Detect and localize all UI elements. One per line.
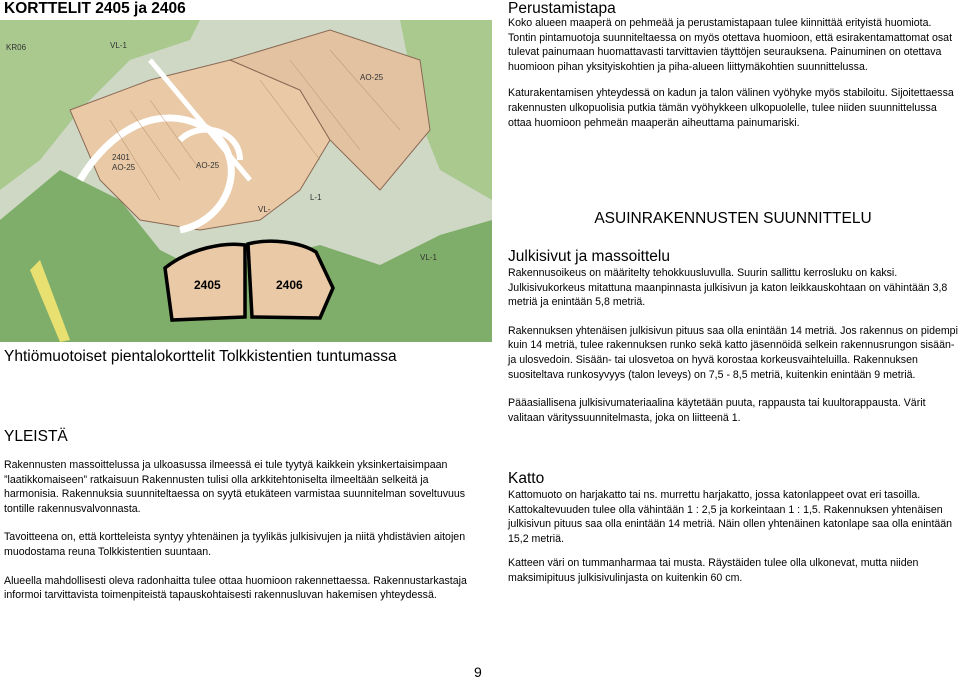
zone-label: L-1 <box>310 193 322 202</box>
paragraph: Katteen väri on tummanharmaa tai musta. Räystäiden tulee olla ulkonevat, mutta niiden maksimipituus julkisivulinjasta on kuitenkin 60 cm. <box>508 557 919 584</box>
zone-label: AO-25 <box>196 161 220 170</box>
block-2406-label: 2406 <box>276 278 303 292</box>
block-2405-label: 2405 <box>194 278 221 292</box>
paragraph: Koko alueen maaperä on pehmeää ja perustamistapaan tulee kiinnittää erityistä huomiota. Tontin pintamuotoja suunniteltaessa on myös otettava huomioon, että esirakentamattomat osat tulevat painumaan huomattavasti tarvittavien täyttöjen seurauksena. Painuminen on otettava huomioon pihan yksityiskohtien ja piha-alueen liittymäkohtien suunnittelussa. <box>508 17 953 73</box>
section-title: ASUINRAKENNUSTEN SUUNNITTELU <box>594 210 872 227</box>
zone-label: 2401 <box>112 153 130 162</box>
heading-perustamistapa: Perustamistapa <box>508 0 616 17</box>
katto-body <box>508 488 958 586</box>
paragraph: Rakennuksen yhtenäisen julkisivun pituus saa olla enintään 14 metriä. Jos rakennus on pidempi kuin 14 metriä, tulee rakennuksen runko sekä katto jäsennöidä selkein rakennusrungon sisään- ja ulosvedoin. Sisään- tai ulosvetoa on hyvä korostaa korkeusvaihteluilla. Rakennuksen suositeltava runkosyvyys (talon leveys) on 7,5 - 8,5 metriä, kuitenkin enintään 9 metriä. <box>508 324 958 381</box>
perustamistapa-body <box>508 16 958 130</box>
zone-label: KR06 <box>6 43 27 52</box>
zone-label: VL-1 <box>420 253 437 262</box>
paragraph: Alueella mahdollisesti oleva radonhaitta tulee ottaa huomioon rakennettaessa. Rakennustarkastaja informoi tarvittavista toimenpiteistä tapauskohtaisesti rakennusluvan hakemisen yhteydessä. <box>4 574 467 602</box>
zone-label: VL- <box>258 205 271 214</box>
julkisivut-body <box>508 266 958 425</box>
paragraph: Katurakentamisen yhteydessä on kadun ja talon välinen vyöhyke myös stabiloitu. Sijoitettaessa rakennusten ulkopuolisia putkia tämän vyöhykkeen ulkopuolelle, tulee niiden suunnittelussa ottaa huomioon pehmeän maaperän aiheuttama painumariski. <box>508 87 954 129</box>
paragraph: Pääasiallisena julkisivumateriaalina käytetään puuta, rappausta tai kuultorappausta. Värit valitaan värityssuunnitelmasta, joka on liitteenä 1. <box>508 397 926 424</box>
page-number: 9 <box>474 664 482 680</box>
paragraph: Rakennusten massoittelussa ja ulkoasussa ilmeessä ei tule tyytyä kaikkein yksinkertaisimpaan ”laatikkomaiseen” ratkaisuun Rakennusten tulisi olla arkkitehtoniselta ilmeeltään selkeitä ja harmonisia. Rakennuksia suunniteltaessa on syytä etukäteen varmistaa suunnitelman soveltuvuus tontille rakennusvalvonnasta. <box>4 459 466 515</box>
zone-label: AO-25 <box>360 73 384 82</box>
paragraph: Tavoitteena on, että kortteleista syntyy yhtenäinen ja tyylikäs julkisivujen ja niitä yhdistävien aitojen muodostama reuna Tolkkistentien suuntaan. <box>4 531 466 558</box>
zone-label: VL-1 <box>110 41 127 50</box>
zone-label: AO-25 <box>112 163 136 172</box>
heading-katto: Katto <box>508 470 545 487</box>
heading-yleista: YLEISTÄ <box>4 428 68 445</box>
zoning-map-svg <box>0 20 492 342</box>
heading-julkisivut: Julkisivut ja massoittelu <box>508 248 670 265</box>
left-subtitle: Yhtiömuotoiset pientalokorttelit Tolkkistentien tuntumassa <box>4 348 397 365</box>
zoning-map <box>0 20 492 342</box>
page-title: KORTTELIT 2405 ja 2406 <box>4 0 186 17</box>
left-body <box>4 458 472 603</box>
paragraph: Kattomuoto on harjakatto tai ns. murrettu harjakatto, jossa katonlappeet ovat eri tasoilla. Kattokaltevuuden tulee olla vähintään 1 : 2,5 ja korkeintaan 1 : 1,5. Rakennuksen yhtenäisen julkisivun pituus saa olla enintään 14 metriä. Näin ollen yhtenäinen katonlape saa olla enintään 15,2 metriä. <box>508 489 953 545</box>
paragraph: Rakennusoikeus on määritelty tehokkuusluvulla. Suurin sallittu kerrosluku on kaksi. Julkisivukorkeus mitattuna maanpinnasta julkisivun ja katon leikkauskohtaan on vähintään 3,8 metriä ja enintään 5,8 metriä. <box>508 267 948 309</box>
